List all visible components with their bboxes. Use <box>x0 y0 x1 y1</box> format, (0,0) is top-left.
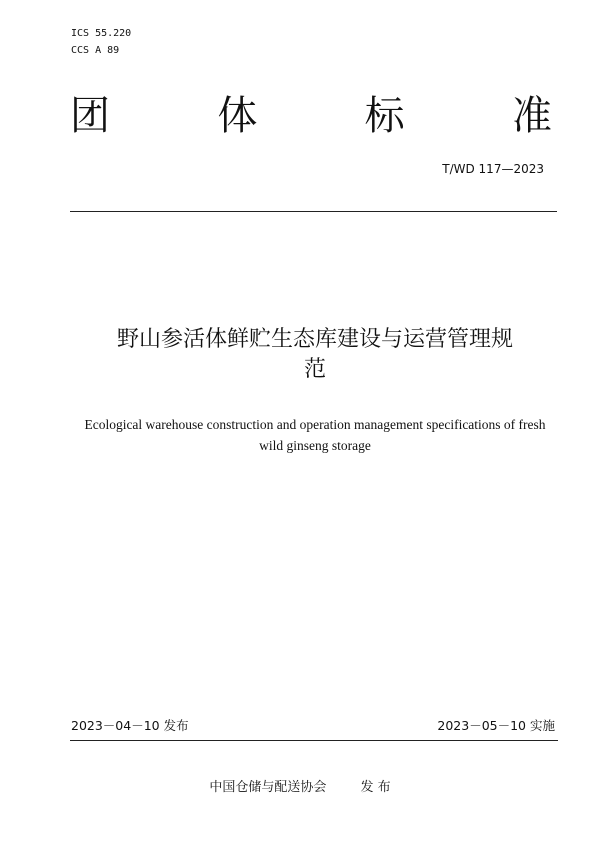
ccs-code: CCS A 89 <box>71 45 120 56</box>
publish-date: 2023－04－10 发布 <box>71 718 189 733</box>
publisher-line <box>0 776 600 795</box>
ics-code: ICS 55.220 <box>71 28 132 39</box>
doc-type-char-3: 标 <box>364 93 405 139</box>
english-title-line-2: wild ginseng storage <box>259 438 371 453</box>
publisher-name: 中国仓储与配送协会 <box>209 780 327 795</box>
doc-type-char-2: 体 <box>217 93 258 139</box>
chinese-title-line-2: 范 <box>303 357 326 382</box>
publisher-action: 发 布 <box>360 780 391 795</box>
standard-number: T/WD 117—2023 <box>442 162 544 176</box>
bottom-divider <box>70 740 558 741</box>
english-title <box>50 414 580 456</box>
top-divider <box>70 211 557 212</box>
doc-type-char-1: 团 <box>70 93 110 139</box>
chinese-title <box>70 325 560 385</box>
english-title-line-1: Ecological warehouse construction and operation management specifications of fresh <box>84 417 546 432</box>
chinese-title-line-1: 野山参活体鲜贮生态库建设与运营管理规 <box>116 327 513 352</box>
doc-type-char-4: 准 <box>511 93 552 139</box>
document-type-heading <box>70 92 552 140</box>
implement-date: 2023－05－10 实施 <box>437 718 555 733</box>
